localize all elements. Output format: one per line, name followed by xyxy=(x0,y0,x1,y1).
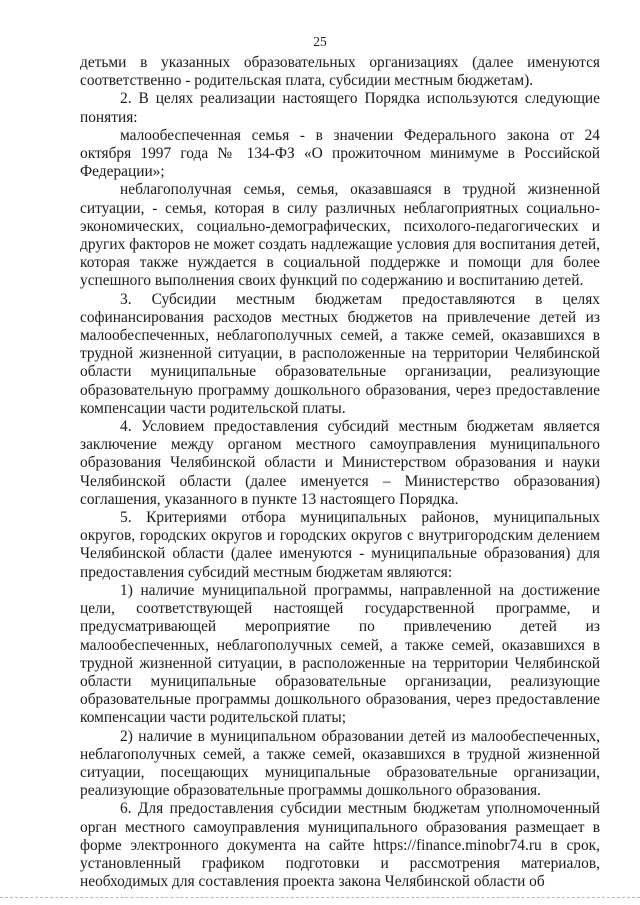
paragraph-item-6: 6. Для предоставления субсидии местным бюджетам уполномоченный орган местного самоуправления муниципального образования размещает в форме электронного документа на сайте https://finance.minobr74.ru в срок, установленный графиком подготовки и рассмотрения материалов, необходимых для составления проекта закона Челябинской области об xyxy=(80,800,600,891)
paragraph-criterion-2: 2) наличие в муниципальном образовании детей из малообеспеченных, неблагополучных семей, а также семей, оказавшихся в трудной жизненной ситуации, посещающих муниципальные образовательные организации, реализующие образовательные программы дошкольного образования. xyxy=(80,727,600,800)
paragraph-criterion-1: 1) наличие муниципальной программы, направленной на достижение цели, соответствующей настоящей государственной программе, и предусматривающей мероприятие по привлечению детей из малообеспеченных, неблагополучных семей, а также семей, оказавшихся в трудной жизненной ситуации, в расположенные на территории Челябинской области муниципальные образовательные организации, реализующие образовательные программы дошкольного образования, через предоставление компенсации части родительской платы; xyxy=(80,581,600,727)
bottom-edge-rule xyxy=(0,897,640,898)
document-body xyxy=(80,54,600,891)
paragraph-item-4: 4. Условием предоставления субсидий местным бюджетам является заключение между органом местного самоуправления муниципального образования Челябинской области и Министерством образования и науки Челябинской области (далее именуется – Министерство образования) соглашения, указанного в пункте 13 настоящего Порядка. xyxy=(80,418,600,508)
paragraph-item-2: 2. В целях реализации настоящего Порядка используются следующие понятия: xyxy=(80,90,600,126)
page-number: 25 xyxy=(313,34,327,49)
paragraph-continuation: детьми в указанных образовательных организациях (далее именуются соответственно - родительская плата, субсидии местным бюджетам). xyxy=(80,54,600,90)
paragraph-item-5: 5. Критериями отбора муниципальных районов, муниципальных округов, городских округов и городских округов с внутригородским делением Челябинской области (далее именуются - муниципальные образования) для предоставления субсидий местным бюджетам являются: xyxy=(80,509,600,581)
paragraph-definition-low-income-family: малообеспеченная семья - в значении Федерального закона от 24 октября 1997 года № 134-ФЗ «О прожиточном минимуме в Российской Федерации»; xyxy=(80,126,600,181)
paragraph-definition-dysfunctional-family: неблагополучная семья, семья, оказавшаяся в трудной жизненной ситуации, - семья, которая в силу различных неблагоприятных социально-экономических, социально-демографических, психолого-педагогических и других факторов не может создать надлежащие условия для воспитания детей, которая также нуждается в социальной поддержке и помощи для более успешного выполнения своих функций по содержанию и воспитанию детей. xyxy=(80,181,600,290)
paragraph-item-3: 3. Субсидии местным бюджетам предоставляются в целях софинансирования расходов местных бюджетов на привлечение детей из малообеспеченных, неблагополучных семей, а также семей, оказавшихся в трудной жизненной ситуации, в расположенные на территории Челябинской области муниципальные образовательные организации, реализующие образовательную программу дошкольного образования, через предоставление компенсации части родительской платы. xyxy=(80,290,600,417)
